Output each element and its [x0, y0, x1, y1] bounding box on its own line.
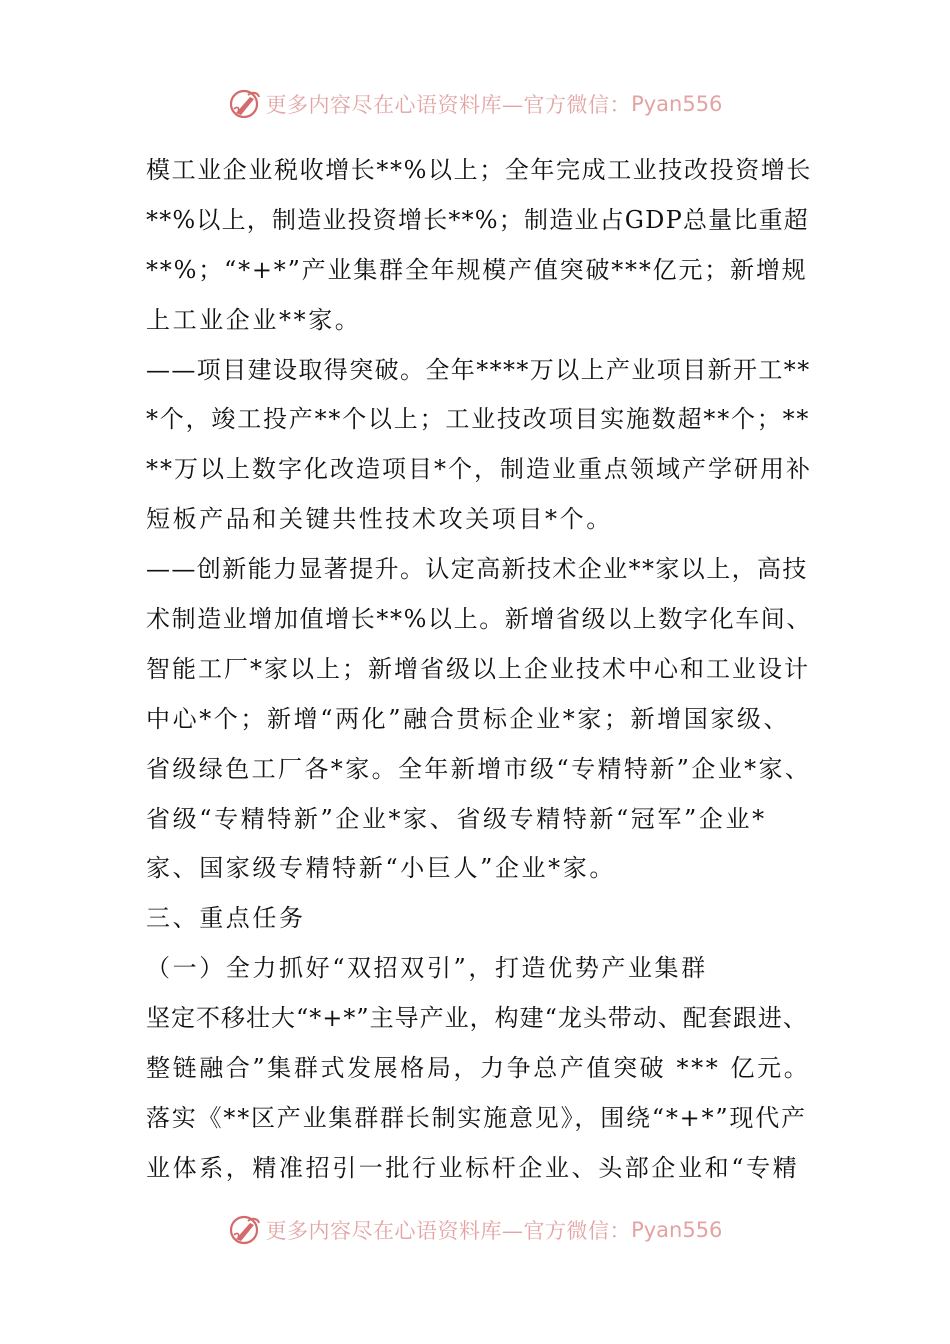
text-line: 智能工厂*家以上；新增省级以上企业技术中心和工业设计	[146, 654, 810, 683]
text-line: ——创新能力显著提升。认定高新技术企业**家以上，高技	[146, 555, 808, 584]
text-line: *个，竣工投产**个以上；工业技改项目实施数超**个；**	[146, 405, 811, 434]
header-watermark	[0, 84, 950, 124]
subsection-heading: （一）全力抓好“双招双引”，打造优势产业集群	[146, 954, 708, 983]
watermark-text: 更多内容尽在心语资料库—官方微信：	[265, 1219, 632, 1243]
text-line: **万以上数字化改造项目*个，制造业重点领域产学研用补	[146, 455, 812, 484]
watermark-wechat-id: Pyan556	[631, 92, 723, 116]
text-line: 中心*个；新增“两化”融合贯标企业*家；新增国家级、	[146, 704, 791, 733]
watermark-text: 更多内容尽在心语资料库—官方微信：	[265, 93, 632, 117]
text-line: 整链融合”集群式发展格局，力争总产值突破 *** 亿元。	[146, 1054, 811, 1083]
text-line: 坚定不移壮大“*+*”主导产业，构建“龙头带动、配套跟进、	[146, 1004, 808, 1033]
text-line: 模工业企业税收增长**%以上；全年完成工业技改投资增长	[146, 156, 813, 184]
pen-logo-icon	[228, 87, 262, 121]
text-line: 短板产品和关键共性技术攻关项目*个。	[146, 505, 613, 534]
text-line: 落实《**区产业集群群长制实施意见》，围绕“*+*”现代产	[146, 1103, 807, 1132]
document-body	[146, 146, 812, 1194]
text-line: 省级绿色工厂各*家。全年新增市级“专精特新”企业*家、	[146, 754, 812, 783]
text-line: 业体系，精准招引一批行业标杆企业、头部企业和“专精	[146, 1153, 800, 1182]
watermark-wechat-id: Pyan556	[631, 1218, 723, 1242]
text-line: 省级“专精特新”企业*家、省级专精特新“冠军”企业*	[146, 804, 767, 833]
text-line: ——项目建设取得突破。全年****万以上产业项目新开工**	[146, 355, 811, 384]
pen-logo-icon	[228, 1213, 262, 1247]
text-line: 家、国家级专精特新“小巨人”企业*家。	[146, 854, 616, 883]
text-line: 术制造业增加值增长**%以上。新增省级以上数字化车间、	[146, 605, 813, 634]
footer-watermark	[0, 1210, 950, 1250]
text-line: **%；“*+*”产业集群全年规模产值突破***亿元；新增规	[146, 255, 808, 284]
text-line: **%以上，制造业投资增长**%；制造业占GDP总量比重超	[146, 205, 809, 234]
section-heading: 三、重点任务	[146, 904, 306, 933]
text-line: 上工业企业**家。	[146, 305, 362, 334]
